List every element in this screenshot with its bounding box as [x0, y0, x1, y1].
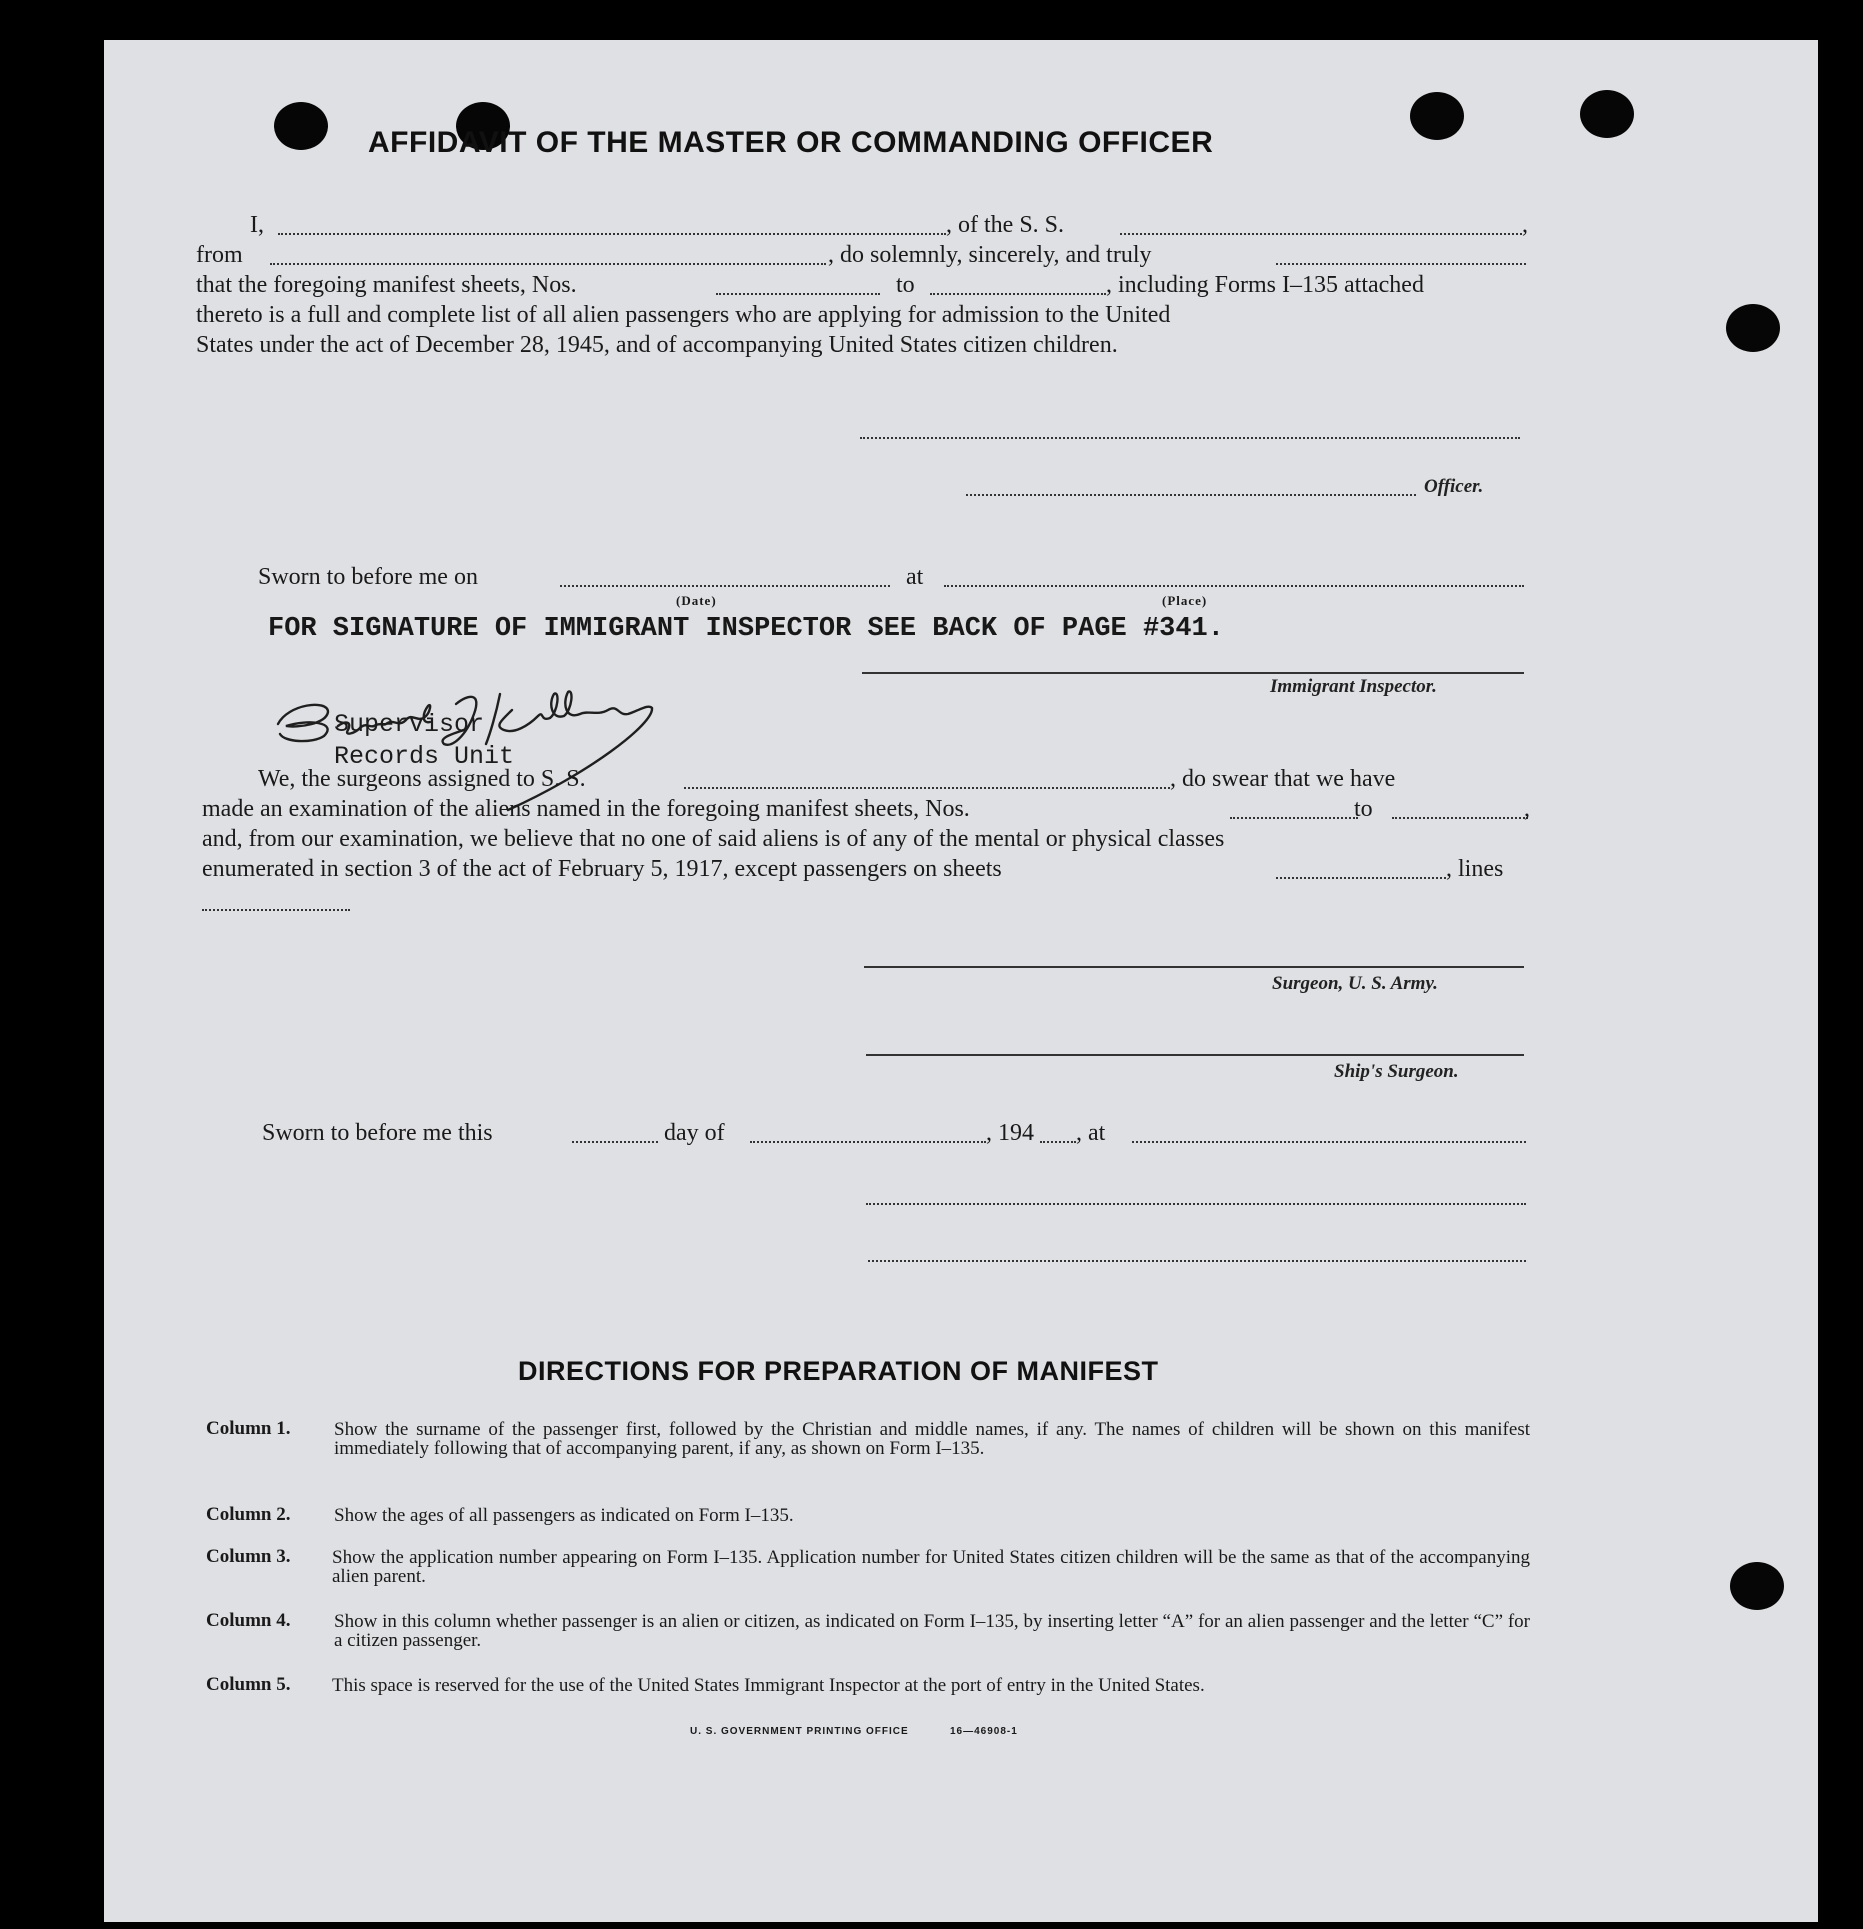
affidavit-text: thereto is a full and complete list of all alien passengers who are applying for admission to the United [196, 302, 1171, 328]
direction-column-text: Show the surname of the passenger first, followed by the Christian and middle names, if any. The names of children will be shown on this manifest immediately following that of accompanying parent, if any, as shown on Form I–135. [334, 1419, 1530, 1459]
printer-imprint: U. S. GOVERNMENT PRINTING OFFICE [690, 1726, 909, 1737]
exam-sheet-from-field[interactable] [1230, 817, 1358, 819]
army-surgeon-signature-line[interactable] [864, 966, 1524, 968]
affidavit-text: I, [250, 212, 264, 238]
sworn-place2-field[interactable] [1132, 1141, 1526, 1143]
sworn-text: Sworn to before me this [262, 1120, 493, 1146]
officer-title-line[interactable] [966, 494, 1416, 496]
punch-hole [1730, 1562, 1784, 1610]
affidavit-text: to [896, 272, 915, 298]
sworn-text: , 194 [986, 1120, 1034, 1146]
sworn-text: Sworn to before me on [258, 564, 478, 590]
affidavit-text: , including Forms I–135 attached [1106, 272, 1424, 298]
surgeons-text: enumerated in section 3 of the act of February 5, 1917, except passengers on sheets [202, 856, 1002, 882]
sworn-day-field[interactable] [572, 1141, 658, 1143]
sheet-from-field[interactable] [716, 293, 880, 295]
surgeons-text: to [1354, 796, 1373, 822]
punch-hole [274, 102, 328, 150]
officer-label: Officer. [1424, 476, 1484, 497]
officer-signature-line[interactable] [860, 437, 1520, 439]
surgeons-text: , lines [1446, 856, 1504, 882]
affidavit-text: that the foregoing manifest sheets, Nos. [196, 272, 577, 298]
direction-column-label: Column 1. [206, 1418, 291, 1439]
affidavit-text: States under the act of December 28, 1945, and of accompanying United States citizen children. [196, 332, 1118, 358]
sheet-to-field[interactable] [930, 293, 1106, 295]
sworn-text: at [906, 564, 924, 590]
sworn-month-field[interactable] [750, 1141, 986, 1143]
sworn-title-line[interactable] [868, 1260, 1526, 1262]
affidavit-text: , [1522, 212, 1528, 238]
direction-column-text: Show in this column whether passenger is an alien or citizen, as indicated on Form I–135, by inserting letter “A” for an alien passenger and the letter “C” for a citizen passenger. [334, 1611, 1530, 1651]
punch-hole [1410, 92, 1464, 140]
ship-surgeon-signature-line[interactable] [866, 1054, 1524, 1056]
surgeons-text: , do swear that we have [1170, 766, 1396, 792]
direction-column-label: Column 2. [206, 1504, 291, 1525]
army-surgeon-label: Surgeon, U. S. Army. [1272, 973, 1438, 994]
direction-column-text: Show the ages of all passengers as indicated on Form I–135. [334, 1505, 794, 1526]
officer-name-field[interactable] [278, 233, 946, 235]
form-page [104, 40, 1818, 1922]
surgeons-text: made an examination of the aliens named in the foregoing manifest sheets, Nos. [202, 796, 970, 822]
page-title: AFFIDAVIT OF THE MASTER OR COMMANDING OFFICER [368, 126, 1214, 159]
signature-unit: Records Unit [334, 742, 515, 771]
place-caption: (Place) [1162, 593, 1208, 608]
direction-column-text: This space is reserved for the use of the United States Immigrant Inspector at the port of entry in the United States. [332, 1675, 1205, 1696]
punch-hole [1580, 90, 1634, 138]
affidavit-text: , of the S. S. [946, 212, 1065, 238]
directions-title: DIRECTIONS FOR PREPARATION OF MANIFEST [518, 1356, 1159, 1386]
ship-surgeon-label: Ship's Surgeon. [1334, 1061, 1459, 1082]
surgeons-ship-field[interactable] [684, 787, 1170, 789]
signature-title: Supervisor [334, 710, 485, 739]
affidavit-text: from [196, 242, 243, 268]
surgeons-text: We, the surgeons assigned to S. S. [258, 766, 586, 792]
affidavit-text: , do solemnly, sincerely, and truly [828, 242, 1152, 268]
ship-name-field[interactable] [1120, 233, 1522, 235]
surgeons-text: , [1524, 796, 1530, 822]
exam-sheet-to-field[interactable] [1392, 817, 1528, 819]
inspector-label: Immigrant Inspector. [1270, 676, 1437, 697]
date-caption: (Date) [676, 593, 717, 608]
departure-port-field[interactable] [270, 263, 826, 265]
oath-field[interactable] [1276, 263, 1526, 265]
direction-column-label: Column 3. [206, 1546, 291, 1567]
exception-sheets-field[interactable] [1276, 877, 1446, 879]
direction-column-label: Column 5. [206, 1674, 291, 1695]
sworn-text: day of [664, 1120, 725, 1146]
form-code: 16—46908-1 [950, 1726, 1018, 1737]
surgeons-text: and, from our examination, we believe that no one of said aliens is of any of the mental or physical classes [202, 826, 1225, 852]
sworn-text: , at [1076, 1120, 1106, 1146]
sworn-signature-line[interactable] [866, 1203, 1526, 1205]
sworn-place-field[interactable] [944, 585, 1524, 587]
direction-column-label: Column 4. [206, 1610, 291, 1631]
inspector-signature-line[interactable] [862, 672, 1524, 674]
punch-hole [1726, 304, 1780, 352]
sworn-year-field[interactable] [1040, 1141, 1076, 1143]
sworn-date-field[interactable] [560, 585, 890, 587]
direction-column-text: Show the application number appearing on Form I–135. Application number for United States citizen children will be the same as that of the accompanying alien parent. [332, 1547, 1530, 1587]
inspector-stamp-notice: FOR SIGNATURE OF IMMIGRANT INSPECTOR SEE BACK OF PAGE #341. [268, 614, 1224, 644]
exception-lines-field[interactable] [202, 909, 350, 911]
